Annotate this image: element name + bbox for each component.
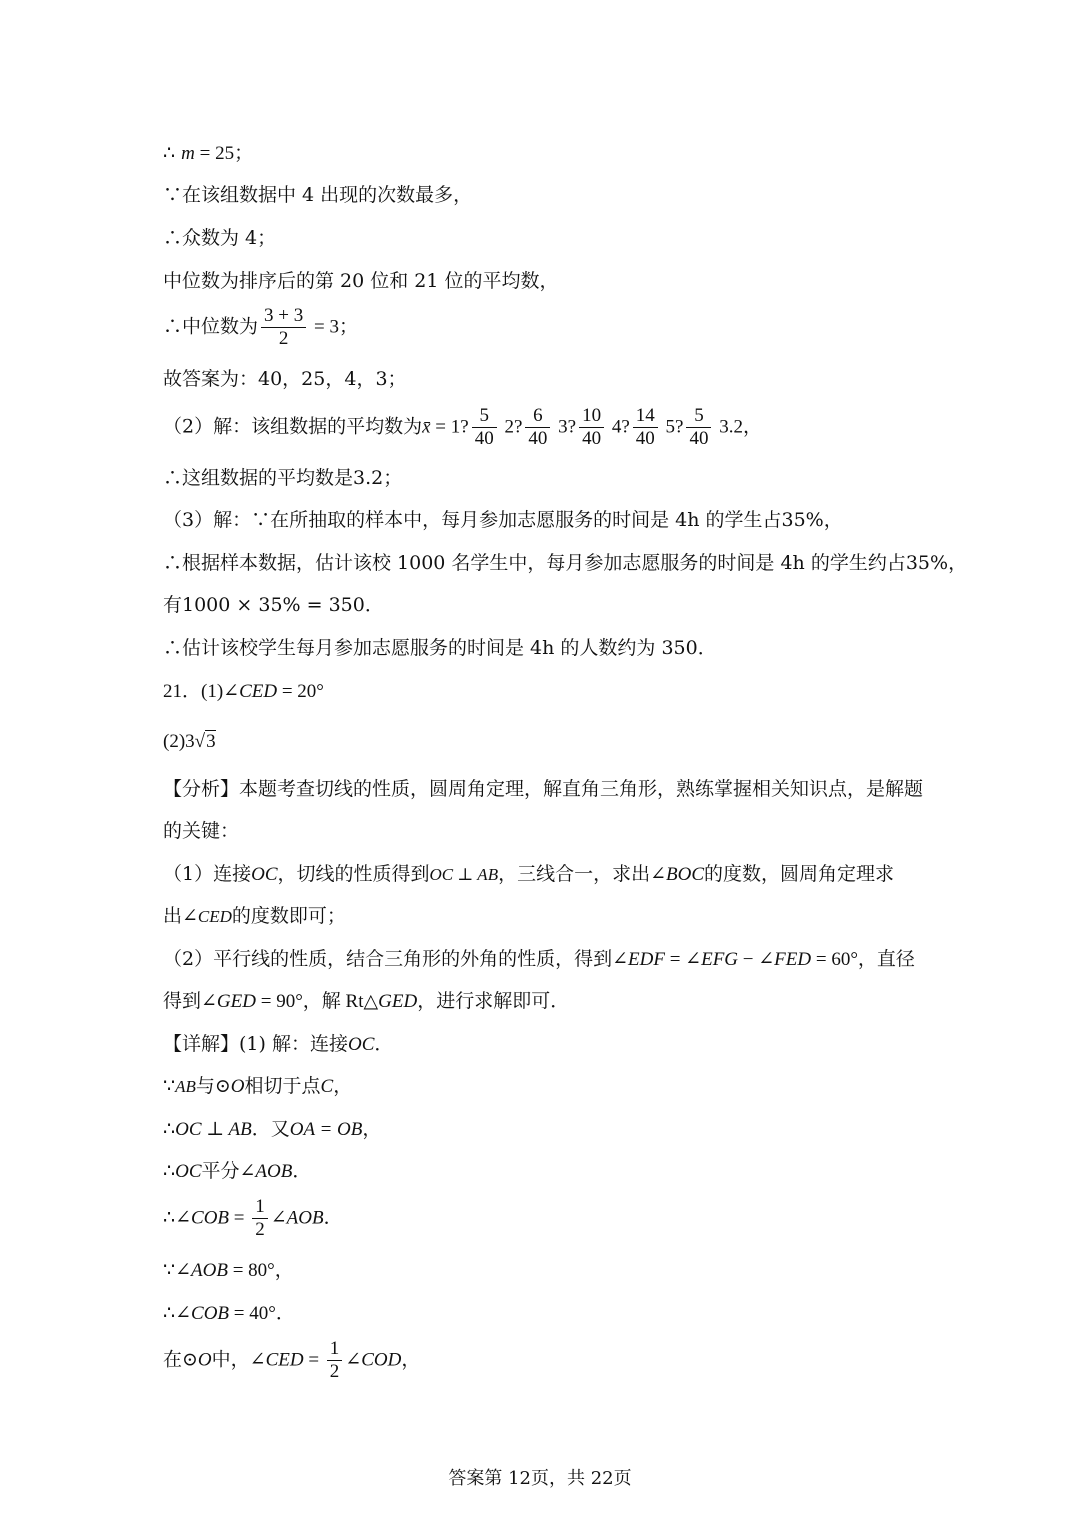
page-footer: 答案第 12页，共 22页 <box>448 1468 632 1489</box>
text: = 3； <box>309 316 358 338</box>
fraction: $\frac{1}{2}$ <box>327 1338 343 1383</box>
text: = 25； <box>194 143 254 164</box>
fraction: $\frac{5}{40}$ <box>472 405 497 450</box>
fraction: $\frac{3 + 3}{2}$ <box>261 305 306 350</box>
line-q21-part1: 21．(1)∠CED = 20° <box>163 681 324 702</box>
line-ced: 在⊙O中，∠CED = $\frac{1}{2}$ ∠COD， <box>163 1338 421 1382</box>
math-var: m <box>181 143 195 164</box>
line-detail: 【详解】(1) 解：连接OC． <box>163 1033 394 1055</box>
line-cob: ∴∠COB = 40°． <box>163 1302 295 1324</box>
math-var: x̄ <box>422 416 431 438</box>
line-estimate: ∴根据样本数据，估计该校 1000 名学生中，每月参加志愿服务的时间是 4h 的学生约占35%， <box>163 552 968 574</box>
line-analysis: 【分析】本题考查切线的性质，圆周角定理，解直角三角形，熟练掌握相关知识点，是解题 <box>163 778 924 800</box>
line-answer: 故答案为：40，25，4，3； <box>163 368 407 390</box>
line-analysis-cont: 的关键： <box>163 820 240 842</box>
fraction: $\frac{6}{40}$ <box>525 405 550 450</box>
line-median-def: 中位数为排序后的第 20 位和 21 位的平均数， <box>163 270 559 292</box>
line-perpendicular: ∴OC ⊥ AB．又OA = OB， <box>163 1118 382 1140</box>
line-aob: ∵∠AOB = 80°， <box>163 1259 294 1281</box>
line-mode-reason: ∵在该组数据中 4 出现的次数最多， <box>163 184 473 206</box>
fraction: $\frac{1}{2}$ <box>252 1196 268 1241</box>
text: ∴中位数为 <box>163 315 259 338</box>
line-conclusion: ∴估计该校学生每月参加志愿服务的时间是 4h 的人数约为 350． <box>163 637 717 659</box>
text: ∴ <box>163 142 182 164</box>
line-m-equals <box>163 140 253 167</box>
line-analysis-1-cont: 出∠CED的度数即可； <box>163 905 346 927</box>
line-median <box>163 305 358 350</box>
line-analysis-1: （1）连接OC，切线的性质得到OC ⊥ AB，三线合一，求出∠BOC的度数，圆周角定理求 <box>163 863 895 885</box>
line-mean-result: ∴这组数据的平均数是3.2； <box>163 467 403 489</box>
line-analysis-2-cont: 得到∠GED = 90°，解 Rt△GED，进行求解即可． <box>163 990 570 1012</box>
line-cob-half: ∴∠COB = $\frac{1}{2}$ ∠AOB． <box>163 1196 343 1240</box>
line-sample: （3）解：∵在所抽取的样本中，每月参加志愿服务的时间是 4h 的学生占35%， <box>163 509 843 531</box>
fraction: $\frac{10}{40}$ <box>579 405 604 450</box>
fraction: $\frac{5}{40}$ <box>686 405 711 450</box>
sqrt-sign: √ <box>194 731 206 752</box>
line-analysis-2: （2）平行线的性质，结合三角形的外角的性质，得到∠EDF = ∠EFG − ∠FED = 60°，直径 <box>163 948 915 970</box>
line-mode: ∴众数为 4； <box>163 227 277 249</box>
line-tangent: ∵AB与⊙O相切于点C， <box>163 1075 353 1097</box>
fraction: $\frac{14}{40}$ <box>633 405 658 450</box>
line-q21-part2: (2)3√3 <box>163 731 216 752</box>
line-bisect: ∴OC平分∠AOB． <box>163 1160 312 1182</box>
line-mean-formula: （2）解：该组数据的平均数为x̄ = 1? $\frac{5}{40}$ 2? $\frac{6}{40}$ 3? $\frac{10}{40}$ 4? $\frac{14}{40}$ 5? $\frac{5}{40}$ 3.2， <box>163 405 762 449</box>
line-calc: 有1000 × 35% = 350． <box>163 594 384 616</box>
